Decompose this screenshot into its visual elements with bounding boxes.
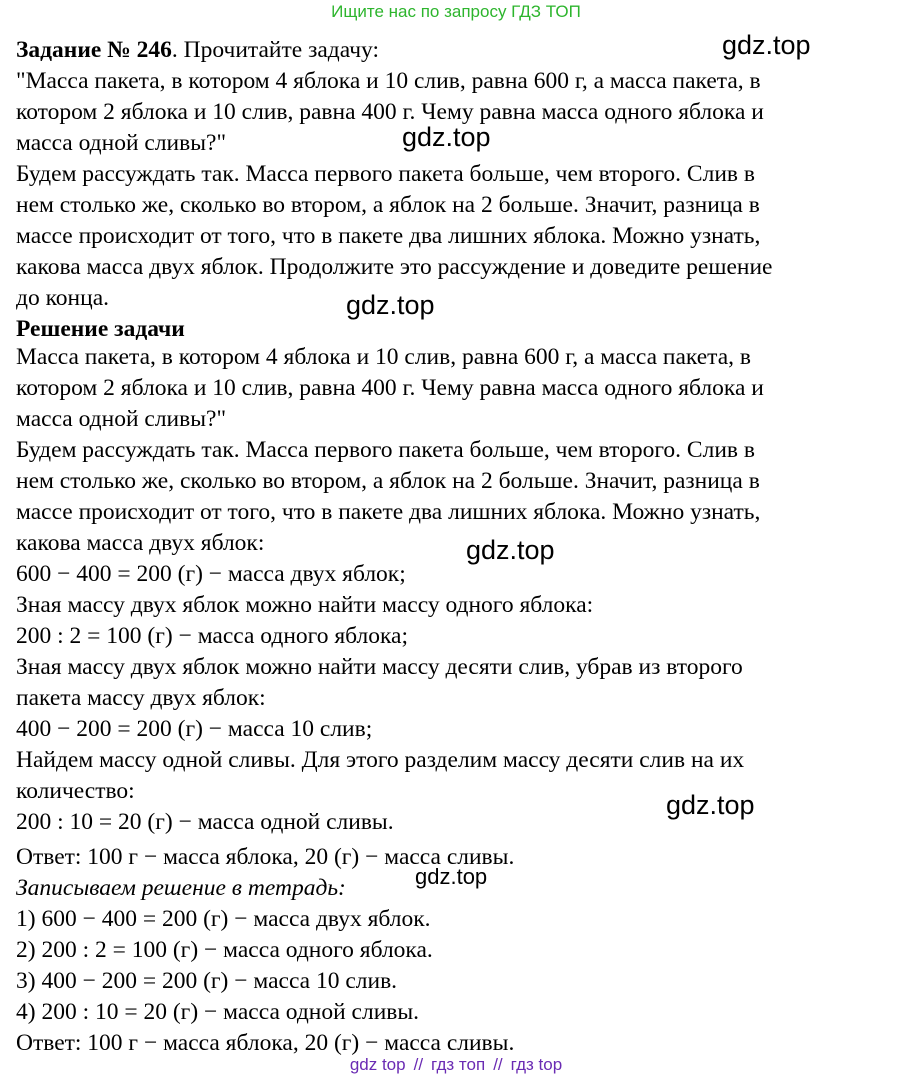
solution-line: нем столько же, сколько во втором, а яблок на 2 больше. Значит, разница в [16, 468, 760, 494]
solution-line: 600 − 400 = 200 (г) − масса двух яблок; [16, 561, 406, 587]
hint-line: какова масса двух яблок. Продолжите это рассуждение и доведите решение [16, 254, 773, 280]
watermark: gdz.top [722, 30, 811, 60]
watermark: gdz.top [466, 535, 555, 565]
hint-line: массе происходит от того, что в пакете два лишних яблока. Можно узнать, [16, 223, 761, 249]
solution-line: 200 : 10 = 20 (г) − масса одной сливы. [16, 809, 394, 835]
notebook-step: 2) 200 : 2 = 100 (г) − масса одного яблока. [16, 937, 433, 963]
task-intro: . Прочитайте задачу: [171, 37, 380, 63]
footer-links [0, 1055, 912, 1075]
notebook-heading: Записываем решение в тетрадь: [16, 875, 346, 901]
solution-line: 400 − 200 = 200 (г) − масса 10 слив; [16, 716, 373, 742]
problem-line: "Масса пакета, в котором 4 яблока и 10 слив, равна 600 г, а масса пакета, в [16, 68, 761, 94]
footer-link[interactable]: гдз top [510, 1055, 563, 1074]
solution-line: количество: [16, 778, 135, 804]
footer-separator: // [413, 1055, 424, 1074]
solution-line: массе происходит от того, что в пакете два лишних яблока. Можно узнать, [16, 499, 761, 525]
watermark: gdz.top [666, 790, 755, 820]
solution-line: котором 2 яблока и 10 слив, равна 400 г. Чему равна масса одного яблока и [16, 375, 764, 401]
task-title-line [16, 35, 379, 66]
task-number: Задание № 246 [16, 37, 172, 63]
watermark: gdz.top [415, 864, 488, 889]
problem-line: котором 2 яблока и 10 слив, равна 400 г. Чему равна масса одного яблока и [16, 99, 764, 125]
search-banner: Ищите нас по запросу ГДЗ ТОП [331, 2, 581, 21]
solution-line: Масса пакета, в котором 4 яблока и 10 слив, равна 600 г, а масса пакета, в [16, 344, 752, 370]
hint-line: нем столько же, сколько во втором, а яблок на 2 больше. Значит, разница в [16, 192, 760, 218]
solution-line: пакета массу двух яблок: [16, 685, 266, 711]
solution-line: Зная массу двух яблок можно найти массу одного яблока: [16, 592, 594, 618]
problem-line: масса одной сливы?" [16, 130, 227, 156]
solution-line: какова масса двух яблок: [16, 530, 265, 556]
solution-line: Будем рассуждать так. Масса первого пакета больше, чем второго. Слив в [16, 437, 755, 463]
footer-link[interactable]: гдз топ [431, 1055, 486, 1074]
solution-line: масса одной сливы?" [16, 406, 227, 432]
solution-line: Зная массу двух яблок можно найти массу десяти слив, убрав из второго [16, 654, 743, 680]
watermark: gdz.top [346, 290, 435, 320]
solution-answer: Ответ: 100 г − масса яблока, 20 (г) − масса сливы. [16, 844, 515, 870]
notebook-answer: Ответ: 100 г − масса яблока, 20 (г) − масса сливы. [16, 1030, 515, 1056]
notebook-step: 1) 600 − 400 = 200 (г) − масса двух яблок. [16, 906, 431, 932]
watermark: gdz.top [402, 122, 491, 152]
footer-separator: // [493, 1055, 503, 1074]
notebook-step: 3) 400 − 200 = 200 (г) − масса 10 слив. [16, 968, 398, 994]
solution-line: Найдем массу одной сливы. Для этого разделим массу десяти слив на их [16, 747, 745, 773]
solution-line: 200 : 2 = 100 (г) − масса одного яблока; [16, 623, 409, 649]
hint-line: Будем рассуждать так. Масса первого пакета больше, чем второго. Слив в [16, 161, 755, 187]
notebook-step: 4) 200 : 10 = 20 (г) − масса одной сливы. [16, 999, 420, 1025]
solution-heading: Решение задачи [16, 316, 185, 342]
hint-line: до конца. [16, 285, 110, 311]
footer-link[interactable]: gdz top [349, 1055, 406, 1074]
